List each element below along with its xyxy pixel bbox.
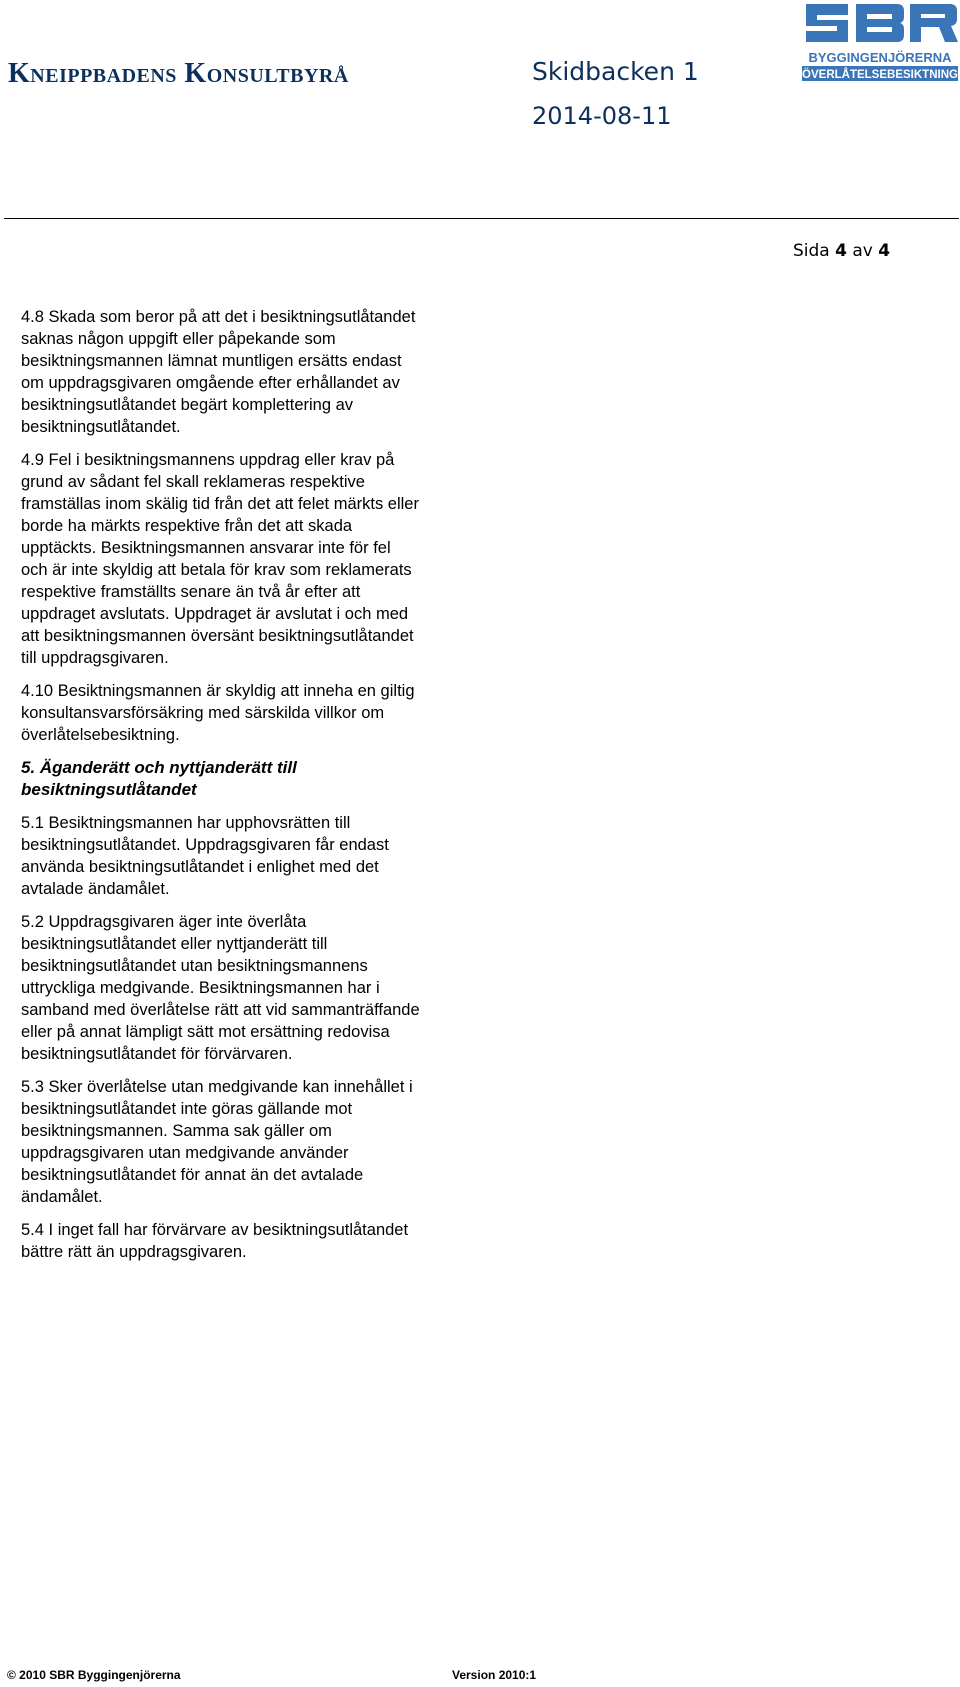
paragraph-4-9: 4.9 Fel i besiktningsmannens uppdrag eller krav på grund av sådant fel skall reklameras respektive framställas inom skälig tid från det att felet märkts eller borde ha märkts respektive från det att skada upptäckts. Besiktningsmannen ansvarar inte för fel och är inte skyldig att betala för krav som reklamerats respektive framställts senare än två år efter att uppdraget avslutats. Uppdraget är avslutat i och med att besiktningsmannen översänt besiktningsutlåtandet till uppdragsgivaren. <box>21 451 419 667</box>
paragraph-5-4: 5.4 I inget fall har förvärvare av besiktningsutlåtandet bättre rätt än uppdragsgivaren. <box>21 1221 409 1261</box>
page-number-separator: av <box>852 241 873 261</box>
paragraph-5-1: 5.1 Besiktningsmannen har upphovsrätten till besiktningsutlåtandet. Uppdragsgivaren får endast använda besiktningsutlåtandet i enlighet med det avtalade ändamålet. <box>21 814 389 898</box>
logo-letter-b <box>856 4 904 42</box>
logo-letter-s <box>806 4 848 42</box>
document-body <box>21 306 421 1274</box>
page-number-prefix: Sida <box>793 241 830 261</box>
paragraph-5-2: 5.2 Uppdragsgivaren äger inte överlåta besiktningsutlåtandet eller nyttjanderätt till besiktningsutlåtandet utan besiktningsmannens uttryckliga medgivande. Besiktningsmannen har i samband med överlåtelse rätt att vid sammanträffande eller på annat lämpligt sätt mot ersättning redovisa besiktningsutlåtandet för förvärvaren. <box>21 913 420 1063</box>
paragraph-4-10: 4.10 Besiktningsmannen är skyldig att inneha en giltig konsultansvarsförsäkring med särskilda villkor om överlåtelsebesiktning. <box>21 682 415 744</box>
logo-line-2: ÖVERLÅTELSEBESIKTNING <box>802 69 958 81</box>
sbr-logo <box>802 2 958 84</box>
document-title: Skidbacken 1 <box>532 57 699 86</box>
header-divider <box>4 218 959 219</box>
footer-copyright: © 2010 SBR Byggingenjörerna <box>7 1668 181 1682</box>
paragraph-5-3: 5.3 Sker överlåtelse utan medgivande kan innehållet i besiktningsutlåtandet inte göras gällande mot besiktningsmannen. Samma sak gäller om uppdragsgivaren utan medgivande använder besiktningsutlåtandet för annat än det avtalade ändamålet. <box>21 1078 413 1206</box>
logo-line-1: BYGGINGENJÖRERNA <box>808 50 952 65</box>
logo-letter-r <box>910 4 958 42</box>
company-name: Kneippbadens Konsultbyrå <box>8 58 349 89</box>
document-date: 2014-08-11 <box>532 102 672 130</box>
footer-version: Version 2010:1 <box>452 1668 537 1682</box>
page-number <box>793 241 890 261</box>
paragraph-4-8: 4.8 Skada som beror på att det i besiktningsutlåtandet saknas någon uppgift eller påpekande som besiktningsmannen lämnat muntligen ersätts endast om uppdragsgivaren omgående efter erhållandet av besiktningsutlåtandet begärt komplettering av besiktningsutlåtandet. <box>21 308 416 436</box>
section-heading-5: 5. Äganderätt och nyttjanderätt till besiktningsutlåtandet <box>21 758 297 799</box>
page-number-current: 4 <box>835 241 847 261</box>
page-number-total: 4 <box>878 241 891 261</box>
